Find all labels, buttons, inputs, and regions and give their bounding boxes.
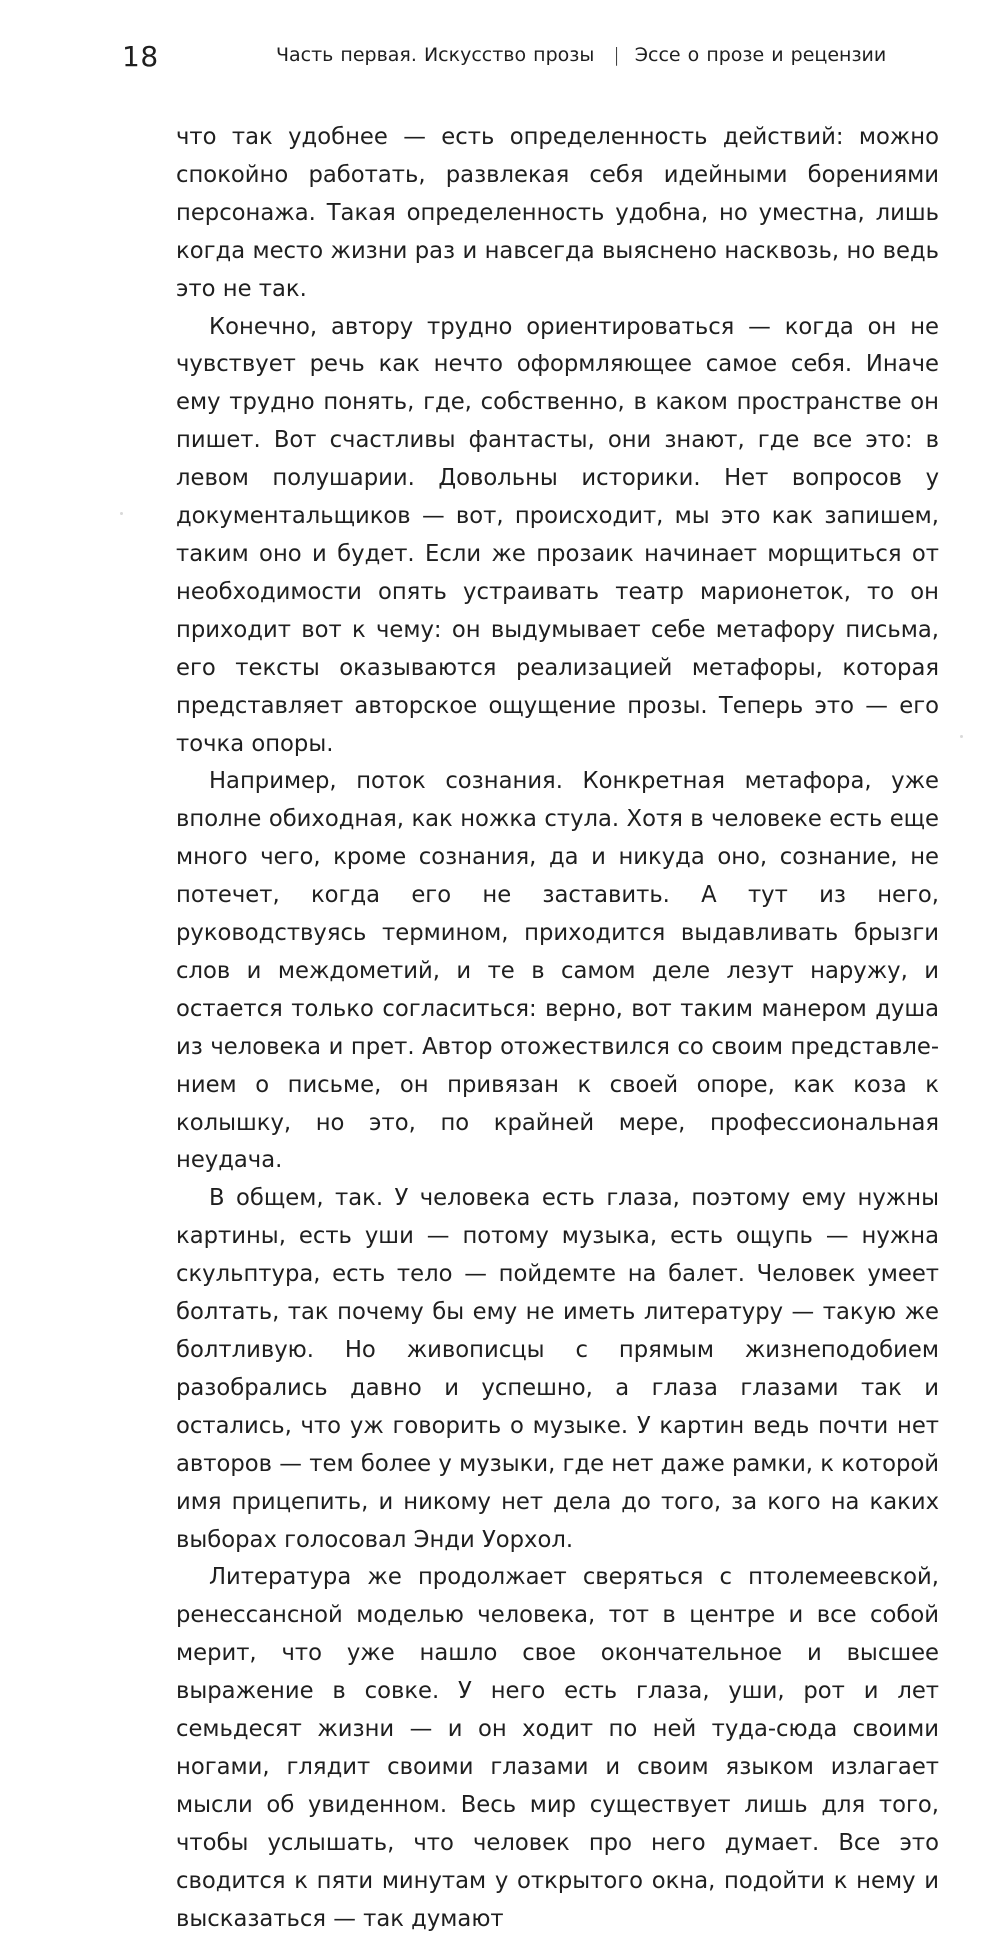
header-separator: | [613,44,620,66]
body-text [176,119,939,1939]
running-head [276,44,886,66]
paragraph-5: Литература же продолжает сверяться с птолемеевской, ренессансной моделью человека, тот в центре и все собой мерит, что уже нашло свое окончательное и высшее выражение в совке. У него есть глаза, уши, рот и лет семьдесят жизни — и он ходит по ней туда-сюда своими ногами, глядит своими глазами и своим языком излагает мысли об увиденном. Весь мир существует лишь для того, чтобы услышать, что человек про него думает. Все это сводится к пяти минутам у открытого окна, подойти к нему и высказаться — так думают [176,1564,939,1932]
scan-speck [120,512,123,515]
page-number: 18 [122,40,159,73]
running-header [0,38,1000,78]
section-title: Эссе о прозе и рецензии [634,44,887,66]
paragraph-1: что так удобнее — есть определенность действий: можно спокойно работать, развлекая себя идейными борениями персонажа. Такая определенность удобна, но уместна, лишь когда место жизни раз и навсегда выяснено насквозь, но ведь это не так. [176,124,939,302]
paragraph-3: Например, поток сознания. Конкретная метафора, уже вполне обиходная, как ножка стула. Хотя в человеке есть еще много чего, кроме сознания, да и никуда оно, сознание, не потечет, когда его не заставить. А тут из него, руководствуясь термином, приходится выдавливать брызги слов и междометий, и те в самом деле лезут наружу, и остается только согласиться: верно, вот таким манером душа из человека и прет. Автор отожествился со своим представлением о письме, он привязан к своей опоре, как коза к колышку, но это, по крайней мере, профессиональная неудача. [176,768,939,1174]
paragraph-4: В общем, так. У человека есть глаза, поэтому ему нужны картины, есть уши — потому музыка, есть ощупь — нужна скульптура, есть тело — пойдемте на балет. Человек умеет болтать, так почему бы ему не иметь литературу — такую же болтливую. Но живописцы с прямым жизнеподобием разобрались давно и успешно, а глаза глазами так и остались, что уж говорить о музыке. У картин ведь почти нет авторов — тем более у музыки, где нет даже рамки, к которой имя прицепить, и никому нет дела до того, за кого на каких выборах голосовал Энди Уорхол. [176,1185,939,1553]
part-title: Часть первая. Искусство прозы [276,44,595,66]
scan-speck [960,735,963,738]
paragraph-2: Конечно, автору трудно ориентироваться — когда он не чувствует речь как нечто оформляющее самое себя. Иначе ему трудно понять, где, собственно, в каком пространстве он пишет. Вот счастливы фантасты, они знают, где все это: в левом полушарии. Довольны историки. Нет вопросов у документальщиков — вот, происходит, мы это как запишем, таким оно и будет. Если же прозаик начинает морщиться от необходимости опять устраивать театр марионеток, то он приходит вот к чему: он выдумывает себе метафору письма, его тексты оказываются реализацией метафоры, которая представляет авторское ощущение прозы. Теперь это — его точка опоры. [176,313,939,757]
